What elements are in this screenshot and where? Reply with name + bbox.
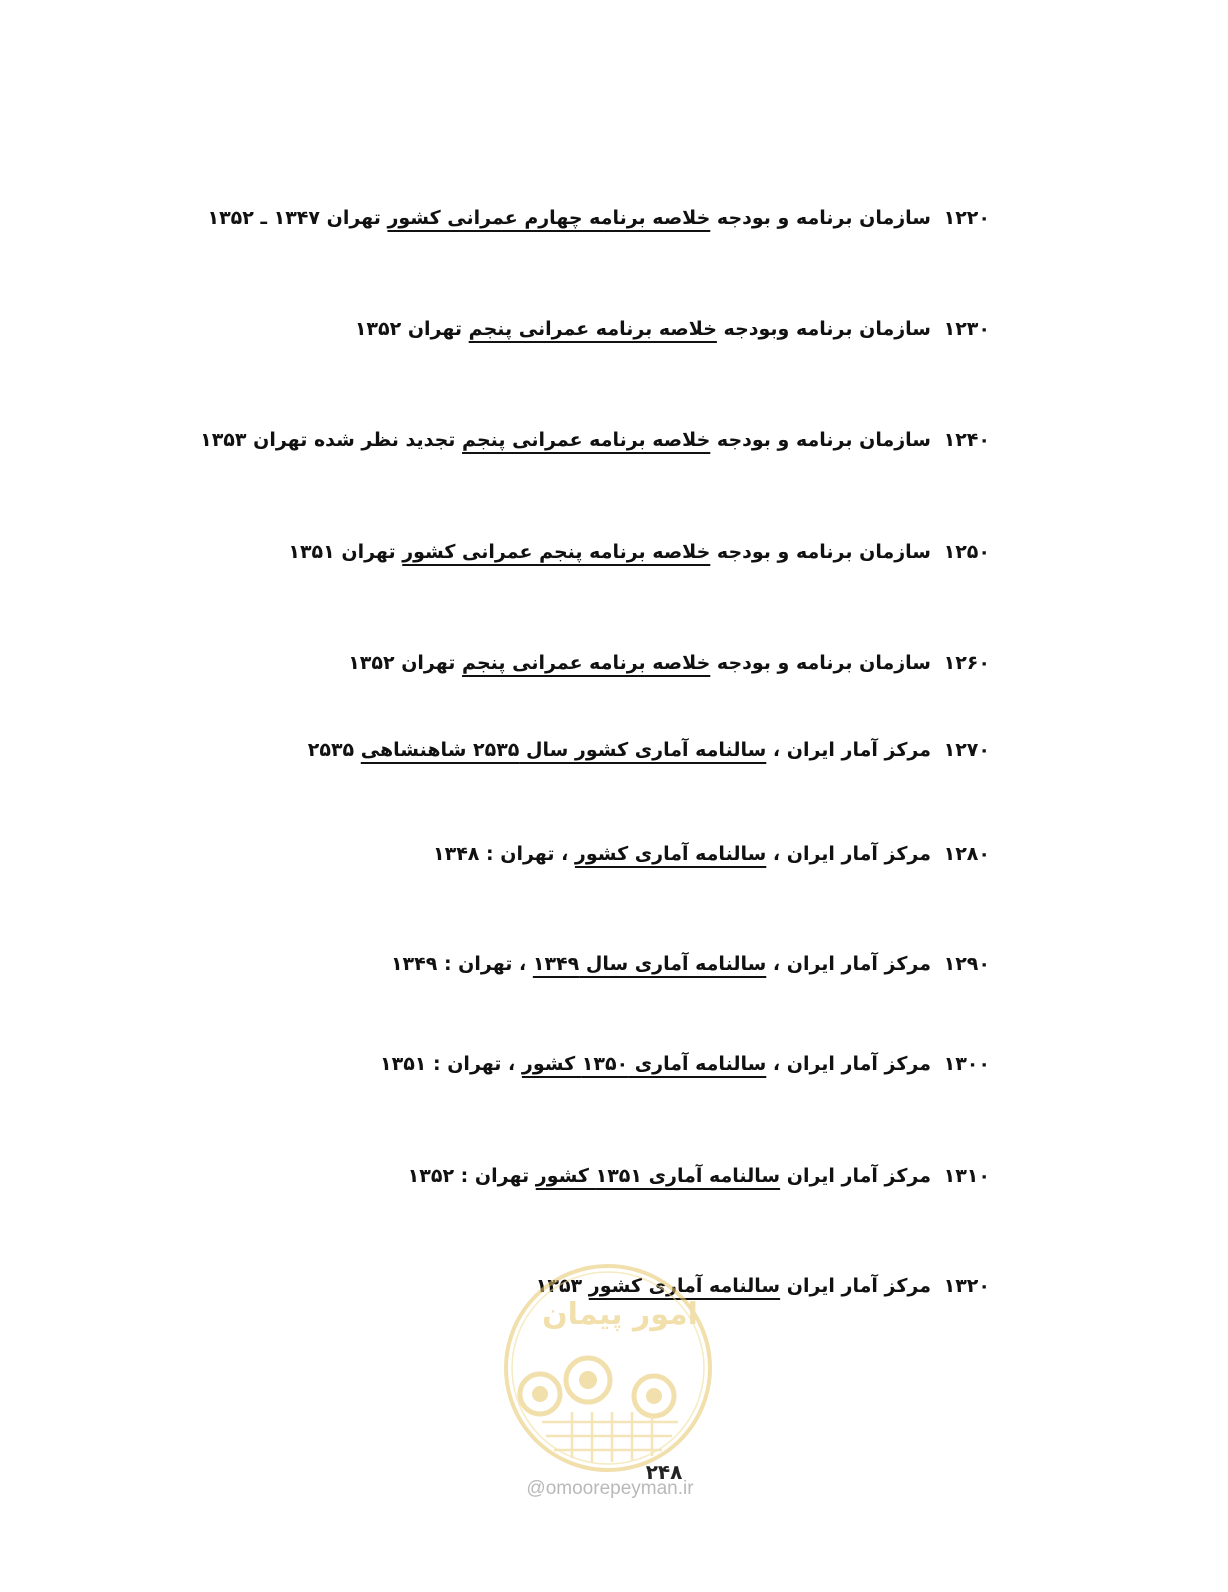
bibliography-entry <box>408 1162 990 1190</box>
entry-author: ۰ مرکز آمار ایران ، <box>772 953 990 975</box>
page-number: ۲۴۸ <box>645 1460 683 1484</box>
entry-author: ۰ سازمان برنامه و بودجه <box>716 541 990 563</box>
entry-number: ۱۲۷ <box>943 739 979 761</box>
entry-author: ۰ سازمان برنامه وبودجه <box>723 318 990 340</box>
entry-publication: تجدید نظر شده تهران ۱۳۵۳ <box>200 429 456 451</box>
entry-publication: ۱۳۵۳ <box>535 1275 583 1297</box>
bibliography-entry <box>433 840 990 868</box>
logo-text: امور پیمان <box>542 1297 698 1332</box>
entry-number: ۱۳۱ <box>943 1165 979 1187</box>
entry-title: خلاصه برنامه پنجم عمرانی کشور <box>402 541 711 563</box>
bibliography-entry <box>391 950 990 978</box>
bibliography-entry <box>308 736 990 764</box>
entry-publication: ، تهران : ۱۳۴۹ <box>390 953 527 975</box>
entry-publication: ، تهران : ۱۳۴۸ <box>433 843 569 865</box>
entry-title: خلاصه برنامه عمرانی پنجم <box>462 652 711 674</box>
bibliography-entry <box>288 538 990 566</box>
entry-publication: ، تهران : ۱۳۵۱ <box>380 1053 516 1075</box>
watermark-site-text: @omoorepeyman.ir <box>526 1478 694 1499</box>
entry-title: سالنامه آماری ۱۳۵۰ کشور <box>521 1053 767 1075</box>
entry-title: سالنامه آماری کشور سال ۲۵۳۵ شاهنشاهی <box>360 739 767 761</box>
entry-publication: تهران : ۱۳۵۲ <box>407 1165 530 1187</box>
bibliography-entry <box>207 204 990 232</box>
entry-publication: تهران ۱۳۵۲ <box>348 652 456 674</box>
bibliography-entry <box>380 1050 990 1078</box>
entry-title: سالنامه آماری سال ۱۳۴۹ <box>532 953 767 975</box>
entry-author: ۰ مرکز آمار ایران ، <box>772 1053 990 1075</box>
entry-author: ۰ مرکز آمار ایران <box>786 1165 990 1187</box>
entry-author: ۰ سازمان برنامه و بودجه <box>716 429 990 451</box>
entry-publication: تهران ۱۳۵۱ <box>288 541 396 563</box>
entry-number: ۱۳۰ <box>943 1053 979 1075</box>
entry-title: خلاصه برنامه عمرانی پنجم <box>468 318 717 340</box>
entry-number: ۱۲۸ <box>943 843 979 865</box>
entry-number: ۱۳۲ <box>943 1275 979 1297</box>
entry-number: ۱۲۳ <box>943 318 979 340</box>
bibliography-entry <box>348 649 990 677</box>
entry-title: سالنامه آماری کشور <box>588 1275 781 1297</box>
entry-author: ۰ سازمان برنامه و بودجه <box>716 207 990 229</box>
entry-publication: تهران ۱۳۴۷ ـ ۱۳۵۲ <box>207 207 381 229</box>
entry-number: ۱۲۴ <box>943 429 979 451</box>
bibliography-entry <box>355 315 990 343</box>
entry-author: ۰ سازمان برنامه و بودجه <box>716 652 990 674</box>
entry-number: ۱۲۲ <box>943 207 979 229</box>
bibliography-entry <box>200 426 990 454</box>
entry-title: خلاصه برنامه چهارم عمرانی کشور <box>387 207 711 229</box>
bibliography-entry <box>536 1272 990 1300</box>
entry-title: سالنامه آماری ۱۳۵۱ کشور <box>535 1165 781 1187</box>
entry-number: ۱۲۵ <box>943 541 979 563</box>
entry-number: ۱۲۹ <box>943 953 979 975</box>
entry-author: ۰ مرکز آمار ایران ، <box>772 843 990 865</box>
entry-author: ۰ مرکز آمار ایران <box>786 1275 990 1297</box>
entry-publication: تهران ۱۳۵۲ <box>354 318 463 340</box>
entry-number: ۱۲۶ <box>943 652 979 674</box>
entry-title: خلاصه برنامه عمرانی پنجم <box>462 429 711 451</box>
entry-publication: ۲۵۳۵ <box>307 739 355 761</box>
entry-author: ۰ مرکز آمار ایران ، <box>772 739 990 761</box>
entry-title: سالنامه آماری کشور <box>574 843 767 865</box>
